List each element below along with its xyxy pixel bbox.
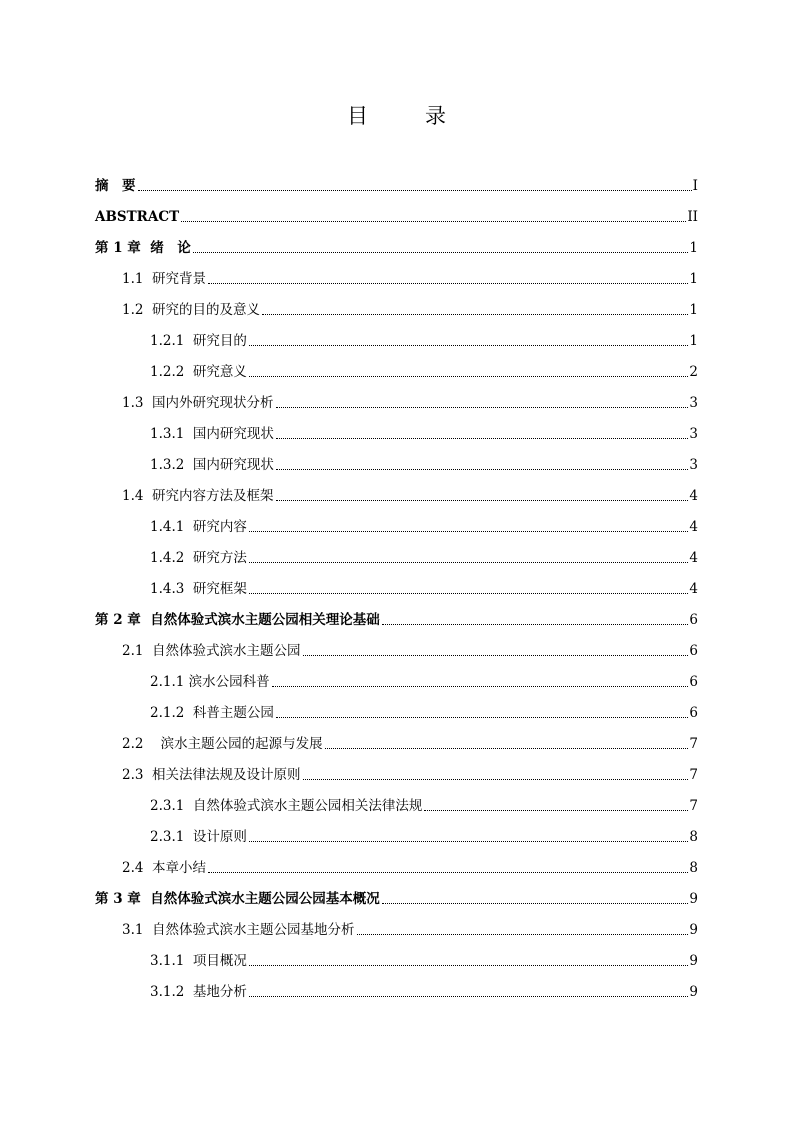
toc-entry-label: 1.1 研究背景 bbox=[122, 271, 207, 287]
toc-entry-page-number: 6 bbox=[689, 612, 698, 628]
toc-entry-page-number: 3 bbox=[689, 426, 698, 442]
dot-leader bbox=[249, 593, 688, 594]
dot-leader bbox=[249, 345, 688, 346]
toc-entry-page-number: 4 bbox=[689, 488, 698, 504]
toc-entry-label: 1.2 研究的目的及意义 bbox=[122, 302, 261, 318]
dot-leader bbox=[249, 376, 688, 377]
toc-entry[interactable] bbox=[95, 908, 698, 939]
toc-entry-page-number: II bbox=[687, 209, 698, 225]
dot-leader bbox=[249, 841, 688, 842]
toc-entry-label: 1.3.2 国内研究现状 bbox=[150, 457, 274, 473]
dot-leader bbox=[382, 903, 689, 904]
dot-leader bbox=[138, 190, 692, 191]
toc-entry-page-number: 1 bbox=[689, 240, 698, 256]
dot-leader bbox=[249, 562, 688, 563]
dot-leader bbox=[208, 872, 688, 873]
toc-entry[interactable] bbox=[95, 319, 698, 350]
dot-leader bbox=[249, 996, 688, 997]
toc-entry-label: 1.4.3 研究框架 bbox=[150, 581, 247, 597]
toc-entry[interactable] bbox=[95, 846, 698, 877]
toc-entry-label: 2.4 本章小结 bbox=[122, 860, 207, 876]
dot-leader bbox=[193, 252, 689, 253]
dot-leader bbox=[303, 779, 689, 780]
toc-entry-label: 2.3.1 自然体验式滨水主题公园相关法律法规 bbox=[150, 798, 423, 814]
dot-leader bbox=[249, 965, 688, 966]
dot-leader bbox=[276, 717, 688, 718]
toc-entry-page-number: 4 bbox=[689, 519, 698, 535]
toc-entry[interactable] bbox=[95, 443, 698, 474]
toc-entry-page-number: 4 bbox=[689, 581, 698, 597]
dot-leader bbox=[276, 407, 689, 408]
toc-entry-page-number: 4 bbox=[689, 550, 698, 566]
dot-leader bbox=[276, 500, 689, 501]
dot-leader bbox=[272, 686, 689, 687]
toc-entry[interactable] bbox=[95, 412, 698, 443]
toc-entry-label: ABSTRACT bbox=[95, 209, 180, 225]
dot-leader bbox=[276, 469, 688, 470]
toc-entry-page-number: 7 bbox=[689, 767, 698, 783]
toc-entry-page-number: 8 bbox=[689, 860, 698, 876]
toc-entry-page-number: I bbox=[692, 178, 698, 194]
toc-entry[interactable] bbox=[95, 598, 698, 629]
dot-leader bbox=[276, 438, 688, 439]
toc-entry-label: 3.1.2 基地分析 bbox=[150, 984, 247, 1000]
toc-entry-page-number: 7 bbox=[689, 798, 698, 814]
toc-entry[interactable] bbox=[95, 536, 698, 567]
toc-entry-page-number: 3 bbox=[689, 395, 698, 411]
toc-title: 目 录 bbox=[347, 104, 464, 128]
toc-entry-label: 1.3 国内外研究现状分析 bbox=[122, 395, 274, 411]
toc-entry[interactable] bbox=[95, 660, 698, 691]
toc-entry-label: 第 2 章 自然体验式滨水主题公园相关理论基础 bbox=[95, 612, 380, 628]
table-of-contents bbox=[95, 164, 698, 1001]
dot-leader bbox=[357, 934, 689, 935]
dot-leader bbox=[303, 655, 689, 656]
toc-entry-label: 2.1.2 科普主题公园 bbox=[150, 705, 274, 721]
toc-entry-label: 1.4.1 研究内容 bbox=[150, 519, 247, 535]
toc-entry[interactable] bbox=[95, 226, 698, 257]
toc-entry-page-number: 1 bbox=[689, 333, 698, 349]
toc-entry-page-number: 1 bbox=[689, 302, 698, 318]
toc-entry-label: 3.1.1 项目概况 bbox=[150, 953, 247, 969]
dot-leader bbox=[382, 624, 689, 625]
toc-entry-page-number: 6 bbox=[689, 643, 698, 659]
toc-entry-label: 1.3.1 国内研究现状 bbox=[150, 426, 274, 442]
dot-leader bbox=[325, 748, 689, 749]
toc-entry-page-number: 8 bbox=[689, 829, 698, 845]
dot-leader bbox=[249, 531, 688, 532]
toc-entry-label: 2.3.1 设计原则 bbox=[150, 829, 247, 845]
toc-entry[interactable] bbox=[95, 381, 698, 412]
toc-entry-label: 第 3 章 自然体验式滨水主题公园公园基本概况 bbox=[95, 891, 380, 907]
toc-entry-label: 第 1 章 绪 论 bbox=[95, 240, 191, 256]
toc-entry-page-number: 9 bbox=[689, 922, 698, 938]
toc-entry[interactable] bbox=[95, 815, 698, 846]
toc-entry[interactable] bbox=[95, 784, 698, 815]
toc-entry[interactable] bbox=[95, 567, 698, 598]
toc-entry[interactable] bbox=[95, 629, 698, 660]
toc-entry[interactable] bbox=[95, 877, 698, 908]
toc-entry[interactable] bbox=[95, 350, 698, 381]
toc-entry-label: 2.1 自然体验式滨水主题公园 bbox=[122, 643, 301, 659]
toc-entry-label: 摘 要 bbox=[95, 178, 136, 194]
toc-entry[interactable] bbox=[95, 753, 698, 784]
toc-entry-label: 1.4 研究内容方法及框架 bbox=[122, 488, 274, 504]
dot-leader bbox=[181, 221, 686, 222]
toc-entry[interactable] bbox=[95, 691, 698, 722]
toc-entry[interactable] bbox=[95, 939, 698, 970]
toc-entry-page-number: 9 bbox=[689, 891, 698, 907]
toc-entry-label: 1.2.2 研究意义 bbox=[150, 364, 247, 380]
toc-entry-page-number: 2 bbox=[689, 364, 698, 380]
toc-entry[interactable] bbox=[95, 164, 698, 195]
dot-leader bbox=[262, 314, 688, 315]
toc-entry-label: 2.3 相关法律法规及设计原则 bbox=[122, 767, 301, 783]
toc-entry-label: 2.2 滨水主题公园的起源与发展 bbox=[122, 736, 323, 752]
toc-entry-label: 3.1 自然体验式滨水主题公园基地分析 bbox=[122, 922, 355, 938]
toc-entry[interactable] bbox=[95, 474, 698, 505]
toc-entry-page-number: 9 bbox=[689, 984, 698, 1000]
toc-entry[interactable] bbox=[95, 970, 698, 1001]
toc-entry-page-number: 6 bbox=[689, 705, 698, 721]
toc-entry-page-number: 6 bbox=[689, 674, 698, 690]
toc-entry-label: 1.4.2 研究方法 bbox=[150, 550, 247, 566]
toc-entry-page-number: 9 bbox=[689, 953, 698, 969]
toc-entry[interactable] bbox=[95, 505, 698, 536]
dot-leader bbox=[208, 283, 688, 284]
toc-entry-page-number: 1 bbox=[689, 271, 698, 287]
toc-entry[interactable] bbox=[95, 257, 698, 288]
toc-entry[interactable] bbox=[95, 288, 698, 319]
toc-entry-label: 1.2.1 研究目的 bbox=[150, 333, 247, 349]
toc-entry[interactable] bbox=[95, 195, 698, 226]
toc-entry-page-number: 7 bbox=[689, 736, 698, 752]
toc-entry[interactable] bbox=[95, 722, 698, 753]
toc-entry-label: 2.1.1 滨水公园科普 bbox=[150, 674, 270, 690]
dot-leader bbox=[424, 810, 688, 811]
toc-entry-page-number: 3 bbox=[689, 457, 698, 473]
